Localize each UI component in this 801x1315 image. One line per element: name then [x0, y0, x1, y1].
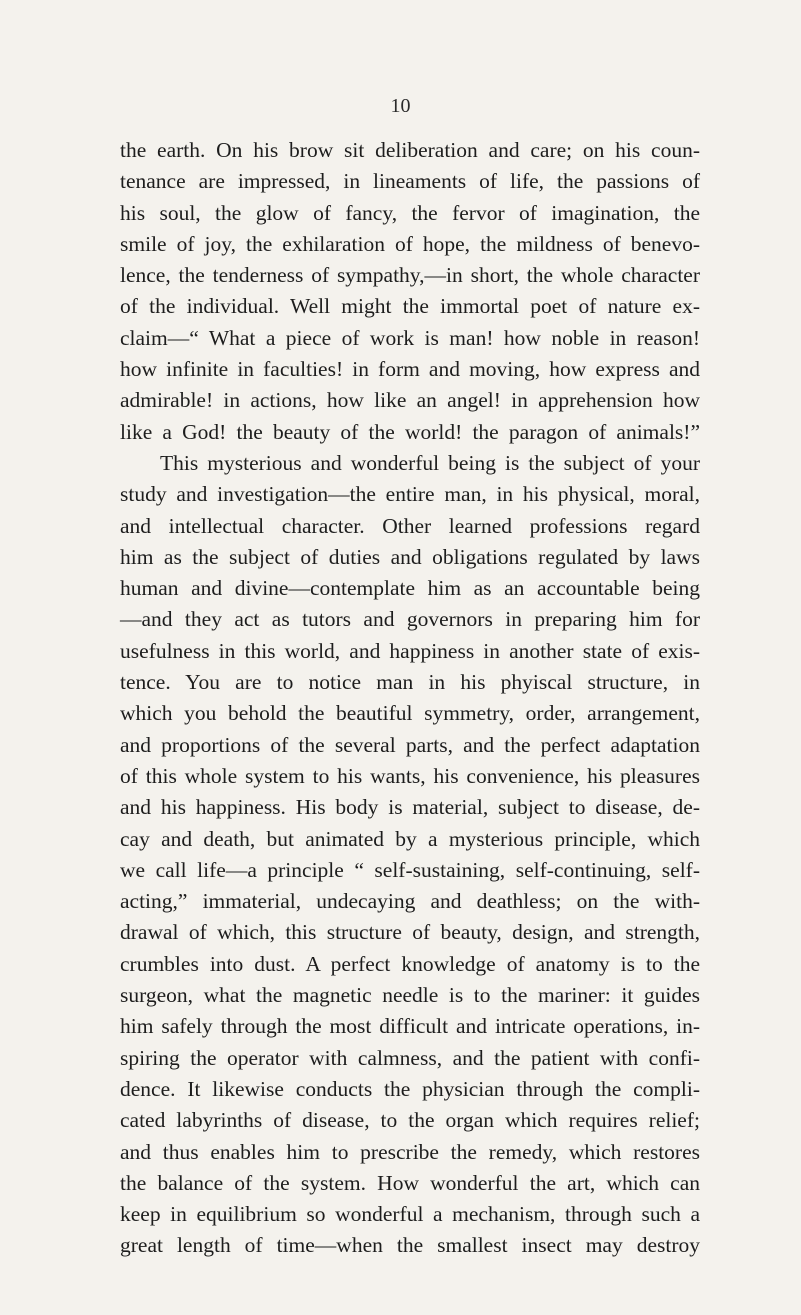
text-line: drawal of which, this structure of beauty, design, and strength,	[120, 920, 700, 945]
text-line: acting,” immaterial, undecaying and deathless; on the with-	[120, 889, 700, 914]
text-line: and his happiness. His body is material, subject to disease, de-	[120, 795, 700, 820]
page-number: 10	[390, 95, 411, 117]
text-line: dence. It likewise conducts the physician through the compli-	[120, 1076, 700, 1101]
text-line: the earth. On his brow sit deliberation and care; on his coun-	[120, 138, 700, 162]
text-line: cay and death, but animated by a mysterious principle, which	[120, 826, 700, 851]
text-line: cated labyrinths of disease, to the organ which requires relief;	[120, 1108, 700, 1133]
text-line: study and investigation—the entire man, in his physical, moral,	[120, 482, 700, 507]
text-line: tence. You are to notice man in his phyiscal structure, in	[120, 670, 700, 695]
text-line: his soul, the glow of fancy, the fervor of imagination, the	[120, 200, 700, 225]
text-line: surgeon, what the magnetic needle is to the mariner: it guides	[120, 983, 700, 1008]
text-line: the balance of the system. How wonderful the art, which can	[120, 1170, 700, 1195]
text-line: him safely through the most difficult and intricate operations, in-	[120, 1014, 700, 1039]
text-line: keep in equilibrium so wonderful a mechanism, through such a	[120, 1202, 700, 1227]
text-line: which you behold the beautiful symmetry, order, arrangement,	[120, 701, 700, 726]
text-line: of this whole system to his wants, his convenience, his pleasures	[120, 763, 700, 788]
text-line: lence, the tenderness of sympathy,—in short, the whole character	[120, 263, 700, 288]
text-line: him as the subject of duties and obligations regulated by laws	[120, 544, 700, 569]
text-line: tenance are impressed, in lineaments of life, the passions of	[120, 169, 700, 194]
body-text	[120, 135, 700, 1262]
text-line: we call life—a principle “ self-sustaining, self-continuing, self-	[120, 857, 700, 882]
text-line: This mysterious and wonderful being is the subject of your	[160, 450, 700, 475]
text-line: admirable! in actions, how like an angel! in apprehension how	[120, 388, 700, 413]
text-line: claim—“ What a piece of work is man! how noble in reason!	[120, 325, 700, 350]
text-line: how infinite in faculties! in form and moving, how express and	[120, 357, 700, 382]
text-line: and proportions of the several parts, and the perfect adaptation	[120, 732, 700, 757]
text-line: —and they act as tutors and governors in preparing him for	[120, 607, 700, 632]
text-line: usefulness in this world, and happiness in another state of exis-	[120, 638, 700, 663]
text-line: crumbles into dust. A perfect knowledge of anatomy is to the	[120, 951, 700, 976]
text-line: smile of joy, the exhilaration of hope, the mildness of benevo-	[120, 231, 700, 256]
text-line: and thus enables him to prescribe the remedy, which restores	[120, 1139, 700, 1164]
text-line: great length of time—when the smallest insect may destroy	[120, 1233, 700, 1258]
text-line: spiring the operator with calmness, and the patient with confi-	[120, 1045, 700, 1070]
text-line: of the individual. Well might the immortal poet of nature ex-	[120, 294, 700, 319]
text-line: like a God! the beauty of the world! the paragon of animals!”	[120, 419, 700, 444]
text-line: human and divine—contemplate him as an accountable being	[120, 576, 700, 601]
text-line: and intellectual character. Other learned professions regard	[120, 513, 700, 538]
